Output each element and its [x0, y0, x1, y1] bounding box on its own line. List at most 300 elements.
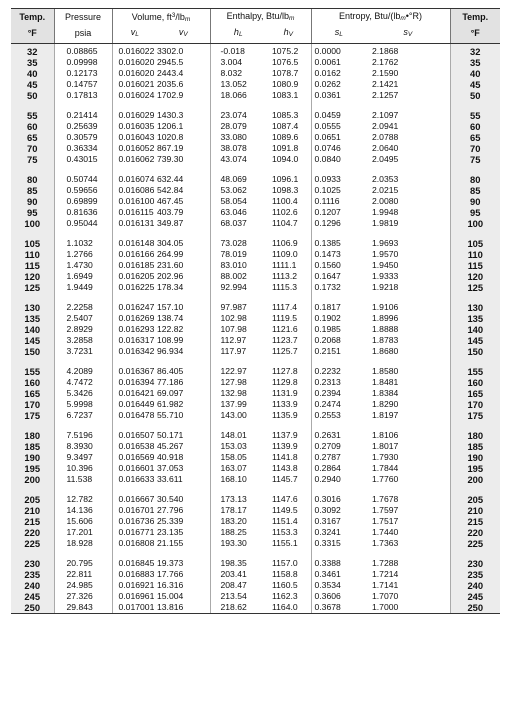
- temp-cell: 135: [11, 313, 54, 324]
- vv-cell: 304.05: [157, 238, 184, 248]
- table-row: [11, 324, 500, 335]
- hl-cell: 88.002: [210, 271, 266, 282]
- temp-cell: 50: [11, 90, 54, 101]
- spacer-cell: [54, 101, 112, 110]
- pressure-cell: 7.5196: [54, 430, 112, 441]
- temp-cell-right: 115: [450, 260, 500, 271]
- sl-cell: 0.2709: [311, 441, 366, 452]
- temp-cell: 100: [11, 218, 54, 229]
- table-row: [11, 110, 500, 121]
- sv-cell: 1.9333: [372, 271, 399, 281]
- hl-cell: 33.080: [210, 132, 266, 143]
- spacer-cell: [366, 485, 450, 494]
- vl-cell: 0.016449: [112, 399, 157, 410]
- hv-cell: 1080.9: [272, 79, 299, 89]
- spacer-cell: [450, 165, 500, 174]
- spacer-cell: [266, 293, 311, 302]
- sv-cell: 1.8197: [372, 410, 399, 420]
- hv-cell: 1129.8: [272, 377, 298, 387]
- spacer-cell: [112, 485, 157, 494]
- vv-cell: 178.34: [157, 282, 184, 292]
- sl-cell: 0.2474: [311, 399, 366, 410]
- table-row: [11, 377, 500, 388]
- table-row: [11, 154, 500, 165]
- hl-cell: 107.98: [210, 324, 266, 335]
- temp-cell: 75: [11, 154, 54, 165]
- temp-cell-right: 235: [450, 569, 500, 580]
- sv-cell: 1.7844: [372, 463, 399, 473]
- spacer-cell: [266, 549, 311, 558]
- hv-cell: 1111.1: [272, 260, 297, 270]
- sv-cell: 2.1257: [372, 90, 399, 100]
- table-row: [11, 452, 500, 463]
- temp-cell-right: 135: [450, 313, 500, 324]
- table-row: [11, 79, 500, 90]
- table-row: [11, 260, 500, 271]
- temp-cell-right: 170: [450, 399, 500, 410]
- pressure-cell: 24.985: [54, 580, 112, 591]
- hl-cell: 63.046: [210, 207, 266, 218]
- vv-cell: 50.171: [157, 430, 184, 440]
- pressure-cell: 29.843: [54, 602, 112, 614]
- temp-cell-right: 195: [450, 463, 500, 474]
- temp-cell-right: 75: [450, 154, 500, 165]
- enthalpy-header: Enthalpy, Btu/$lb_m$: [210, 9, 311, 27]
- temp-cell-right: 190: [450, 452, 500, 463]
- vv-cell: 19.373: [157, 558, 184, 568]
- hv-cell: 1098.3: [272, 185, 299, 195]
- hv-cell: 1155.1: [272, 538, 298, 548]
- sl-header: $s_L$: [311, 26, 366, 44]
- spacer-cell: [366, 165, 450, 174]
- sl-cell: 0.0000: [311, 44, 366, 58]
- sv-cell: 2.1868: [372, 46, 399, 56]
- spacer-cell: [11, 421, 54, 430]
- vl-cell: 0.016024: [112, 90, 157, 101]
- vl-cell: 0.016507: [112, 430, 157, 441]
- hl-cell: 3.004: [210, 57, 266, 68]
- pressure-cell: 0.50744: [54, 174, 112, 185]
- vl-cell: 0.016020: [112, 57, 157, 68]
- vl-cell: 0.016148: [112, 238, 157, 249]
- vv-cell: 632.44: [157, 174, 184, 184]
- temp-cell: 180: [11, 430, 54, 441]
- hv-cell: 1153.3: [272, 527, 298, 537]
- temp-cell-right: 225: [450, 538, 500, 549]
- vv-cell: 15.004: [157, 591, 184, 601]
- pressure-cell: 9.3497: [54, 452, 112, 463]
- hl-cell: 143.00: [210, 410, 266, 421]
- vl-cell: 0.016421: [112, 388, 157, 399]
- hl-cell: 213.54: [210, 591, 266, 602]
- hv-cell: 1104.7: [272, 218, 298, 228]
- table-row: [11, 527, 500, 538]
- spacer-cell: [11, 293, 54, 302]
- hv-cell: 1157.0: [272, 558, 298, 568]
- temp-cell-right: 185: [450, 441, 500, 452]
- temp-cell: 110: [11, 249, 54, 260]
- hv-cell: 1123.7: [272, 335, 298, 345]
- spacer-cell: [366, 357, 450, 366]
- vl-cell: 0.016269: [112, 313, 157, 324]
- vv-cell: 77.186: [157, 377, 184, 387]
- group-spacer: [11, 101, 500, 110]
- spacer-cell: [112, 293, 157, 302]
- temp-cell: 85: [11, 185, 54, 196]
- spacer-cell: [450, 293, 500, 302]
- spacer-cell: [112, 357, 157, 366]
- pressure-cell: 5.3426: [54, 388, 112, 399]
- spacer-cell: [157, 229, 210, 238]
- temp-cell: 55: [11, 110, 54, 121]
- hv-cell: 1109.0: [272, 249, 298, 259]
- temp-cell: 250: [11, 602, 54, 614]
- vv-cell: 349.87: [157, 218, 184, 228]
- sl-cell: 0.3678: [311, 602, 366, 614]
- sl-cell: 0.1902: [311, 313, 366, 324]
- temp-cell-right: 250: [450, 602, 500, 614]
- pressure-cell: 0.59656: [54, 185, 112, 196]
- vl-cell: 0.016020: [112, 68, 157, 79]
- spacer-cell: [54, 165, 112, 174]
- pressure-cell: 2.2258: [54, 302, 112, 313]
- temp-cell-right: 32: [450, 44, 500, 58]
- sv-cell: 1.7440: [372, 527, 399, 537]
- vv-cell: 108.99: [157, 335, 184, 345]
- sl-cell: 0.1296: [311, 218, 366, 229]
- hl-cell: 73.028: [210, 238, 266, 249]
- sv-cell: 1.9570: [372, 249, 399, 259]
- temp-cell-right: 60: [450, 121, 500, 132]
- pressure-cell: 1.2766: [54, 249, 112, 260]
- table-row: [11, 463, 500, 474]
- hv-cell: 1076.5: [272, 57, 299, 67]
- group-spacer: [11, 421, 500, 430]
- table-row: [11, 68, 500, 79]
- hv-cell: 1085.3: [272, 110, 299, 120]
- vv-cell: 739.30: [157, 154, 184, 164]
- vv-cell: 202.96: [157, 271, 184, 281]
- sv-cell: 1.8783: [372, 335, 399, 345]
- table-row: [11, 313, 500, 324]
- spacer-cell: [11, 485, 54, 494]
- pressure-cell: 0.30579: [54, 132, 112, 143]
- volume-header: Volume, $ft^3/lb_m$: [112, 9, 210, 27]
- table-row: [11, 505, 500, 516]
- spacer-cell: [450, 421, 500, 430]
- sl-cell: 0.2864: [311, 463, 366, 474]
- sv-cell: 1.7930: [372, 452, 399, 462]
- hl-cell: 102.98: [210, 313, 266, 324]
- spacer-cell: [210, 165, 266, 174]
- hv-cell: 1117.4: [272, 302, 298, 312]
- table-row: [11, 196, 500, 207]
- temp-cell-right: 230: [450, 558, 500, 569]
- hv-cell: 1113.2: [272, 271, 298, 281]
- hl-cell: 127.98: [210, 377, 266, 388]
- hv-cell: 1091.8: [272, 143, 299, 153]
- hl-cell: 137.99: [210, 399, 266, 410]
- vl-header: $v_L$: [112, 26, 157, 44]
- hl-cell: 13.052: [210, 79, 266, 90]
- hl-header: $h_L$: [210, 26, 266, 44]
- temp-cell: 130: [11, 302, 54, 313]
- vv-cell: 2035.6: [157, 79, 184, 89]
- vl-cell: 0.016808: [112, 538, 157, 549]
- sv-cell: 2.1421: [372, 79, 399, 89]
- hv-cell: 1094.0: [272, 154, 299, 164]
- sl-cell: 0.2940: [311, 474, 366, 485]
- temp-cell: 95: [11, 207, 54, 218]
- pressure-cell: 12.782: [54, 494, 112, 505]
- sv-cell: 1.7070: [372, 591, 399, 601]
- temp-cell-right: 165: [450, 388, 500, 399]
- hl-cell: 43.074: [210, 154, 266, 165]
- spacer-cell: [311, 357, 366, 366]
- hv-cell: 1135.9: [272, 410, 298, 420]
- temp-cell: 65: [11, 132, 54, 143]
- hl-cell: 117.97: [210, 346, 266, 357]
- vv-cell: 25.339: [157, 516, 184, 526]
- hl-cell: 168.10: [210, 474, 266, 485]
- hl-cell: 148.01: [210, 430, 266, 441]
- hv-cell: 1075.2: [272, 46, 299, 56]
- temp-unit: °F: [11, 26, 54, 44]
- table-body: [11, 44, 500, 614]
- hv-cell: 1115.3: [272, 282, 298, 292]
- table-row: [11, 335, 500, 346]
- temp-cell-right: 125: [450, 282, 500, 293]
- pressure-cell: 10.396: [54, 463, 112, 474]
- pressure-unit: psia: [54, 26, 112, 44]
- sv-cell: 1.9948: [372, 207, 399, 217]
- spacer-cell: [157, 165, 210, 174]
- vl-cell: 0.016633: [112, 474, 157, 485]
- temp-cell: 225: [11, 538, 54, 549]
- sv-cell: 1.8680: [372, 346, 399, 356]
- temp-cell-right: 245: [450, 591, 500, 602]
- sl-cell: 0.1985: [311, 324, 366, 335]
- hv-cell: 1089.6: [272, 132, 299, 142]
- vl-cell: 0.016052: [112, 143, 157, 154]
- vl-cell: 0.017001: [112, 602, 157, 614]
- table-row: [11, 474, 500, 485]
- sl-cell: 0.0651: [311, 132, 366, 143]
- temp-cell: 210: [11, 505, 54, 516]
- temp-cell-right: 65: [450, 132, 500, 143]
- table-row: [11, 218, 500, 229]
- spacer-cell: [266, 485, 311, 494]
- spacer-cell: [450, 549, 500, 558]
- sl-cell: 0.0840: [311, 154, 366, 165]
- vl-cell: 0.016293: [112, 324, 157, 335]
- hl-cell: 83.010: [210, 260, 266, 271]
- sl-cell: 0.2553: [311, 410, 366, 421]
- vv-cell: 13.816: [157, 602, 210, 614]
- temp-cell: 230: [11, 558, 54, 569]
- entropy-header: Entropy, Btu/$(lb_m•^\circ R)$: [311, 9, 450, 27]
- vl-cell: 0.016100: [112, 196, 157, 207]
- spacer-cell: [54, 293, 112, 302]
- temp-cell-right: 200: [450, 474, 500, 485]
- vv-cell: 264.99: [157, 249, 184, 259]
- sv-cell: 2.0941: [372, 121, 399, 131]
- table-row: [11, 516, 500, 527]
- pressure-cell: 0.17813: [54, 90, 112, 101]
- pressure-cell: 3.7231: [54, 346, 112, 357]
- vv-cell: 867.19: [157, 143, 184, 153]
- spacer-cell: [112, 229, 157, 238]
- vl-cell: 0.016035: [112, 121, 157, 132]
- vl-cell: 0.016029: [112, 110, 157, 121]
- pressure-cell: 18.928: [54, 538, 112, 549]
- pressure-cell: 3.2858: [54, 335, 112, 346]
- hv-cell: 1149.5: [272, 505, 298, 515]
- hv-cell: 1137.9: [272, 430, 298, 440]
- sv-cell: 2.0640: [372, 143, 399, 153]
- table-row: [11, 591, 500, 602]
- table-row: [11, 602, 500, 614]
- pressure-cell: 20.795: [54, 558, 112, 569]
- vl-cell: 0.016247: [112, 302, 157, 313]
- temp-cell: 32: [11, 44, 54, 58]
- vl-cell: 0.016845: [112, 558, 157, 569]
- hv-cell: 1133.9: [272, 399, 298, 409]
- vl-cell: 0.016883: [112, 569, 157, 580]
- temp-cell-right: 145: [450, 335, 500, 346]
- temp-cell-right: 85: [450, 185, 500, 196]
- hl-cell: 132.98: [210, 388, 266, 399]
- table-row: [11, 282, 500, 293]
- sl-cell: 0.1385: [311, 238, 366, 249]
- sv-cell: 2.0080: [372, 196, 399, 206]
- spacer-cell: [366, 549, 450, 558]
- sv-cell: 1.9819: [372, 218, 399, 228]
- vl-cell: 0.016205: [112, 271, 157, 282]
- group-spacer: [11, 293, 500, 302]
- sv-cell: 1.9218: [372, 282, 399, 292]
- table-row: [11, 271, 500, 282]
- vv-header: $v_V$: [157, 26, 210, 44]
- pressure-cell: 6.7237: [54, 410, 112, 421]
- temp-cell-right: 210: [450, 505, 500, 516]
- pressure-cell: 0.25639: [54, 121, 112, 132]
- hv-cell: 1162.3: [272, 591, 298, 601]
- temp-cell-right: 55: [450, 110, 500, 121]
- spacer-cell: [266, 165, 311, 174]
- vl-cell: 0.016961: [112, 591, 157, 602]
- pressure-cell: 4.7472: [54, 377, 112, 388]
- spacer-cell: [450, 485, 500, 494]
- spacer-cell: [266, 101, 311, 110]
- temp-cell: 195: [11, 463, 54, 474]
- table-row: [11, 44, 500, 58]
- temp-cell: 185: [11, 441, 54, 452]
- hl-cell: 188.25: [210, 527, 266, 538]
- vl-cell: 0.016074: [112, 174, 157, 185]
- spacer-cell: [157, 101, 210, 110]
- table-row: [11, 430, 500, 441]
- vv-cell: 2945.5: [157, 57, 184, 67]
- hv-cell: 1143.8: [272, 463, 298, 473]
- spacer-cell: [11, 549, 54, 558]
- hv-cell: 1127.8: [272, 366, 298, 376]
- vl-cell: 0.016166: [112, 249, 157, 260]
- sv-cell: 1.7363: [372, 538, 399, 548]
- hl-cell: 8.032: [210, 68, 266, 79]
- vv-cell: 69.097: [157, 388, 184, 398]
- temp-header: Temp.: [11, 9, 54, 27]
- sv-cell: 2.1097: [372, 110, 399, 120]
- temp-cell: 90: [11, 196, 54, 207]
- spacer-cell: [366, 293, 450, 302]
- spacer-cell: [311, 229, 366, 238]
- temp-cell: 160: [11, 377, 54, 388]
- sv-cell: 1.8017: [372, 441, 399, 451]
- vl-cell: 0.016478: [112, 410, 157, 421]
- vv-cell: 1020.8: [157, 132, 184, 142]
- temp-cell-right: 110: [450, 249, 500, 260]
- sl-cell: 0.0459: [311, 110, 366, 121]
- spacer-cell: [112, 165, 157, 174]
- sl-cell: 0.1647: [311, 271, 366, 282]
- sv-cell: 1.9106: [372, 302, 399, 312]
- vl-cell: 0.016701: [112, 505, 157, 516]
- sv-cell: 1.7760: [372, 474, 399, 484]
- table-row: [11, 90, 500, 101]
- hl-cell: 78.019: [210, 249, 266, 260]
- temp-cell: 240: [11, 580, 54, 591]
- sl-cell: 0.0555: [311, 121, 366, 132]
- vv-cell: 1702.9: [157, 90, 184, 100]
- hv-cell: 1121.6: [272, 324, 298, 334]
- sv-cell: 1.7597: [372, 505, 399, 515]
- hv-cell: 1087.4: [272, 121, 299, 131]
- hl-cell: 198.35: [210, 558, 266, 569]
- spacer-cell: [157, 485, 210, 494]
- hl-cell: 68.037: [210, 218, 266, 229]
- vl-cell: 0.016921: [112, 580, 157, 591]
- sv-cell: 2.0353: [372, 174, 399, 184]
- hl-cell: 38.078: [210, 143, 266, 154]
- temp-cell: 80: [11, 174, 54, 185]
- table-row: [11, 57, 500, 68]
- hl-cell: 28.079: [210, 121, 266, 132]
- vv-cell: 1430.3: [157, 110, 184, 120]
- vv-cell: 16.316: [157, 580, 184, 590]
- hl-cell: 58.054: [210, 196, 266, 207]
- hv-cell: 1160.5: [272, 580, 298, 590]
- temp-cell-right: 50: [450, 90, 500, 101]
- sv-cell: 1.8481: [372, 377, 399, 387]
- spacer-cell: [450, 357, 500, 366]
- temp-cell: 35: [11, 57, 54, 68]
- temp-cell-right: 150: [450, 346, 500, 357]
- temp-cell: 60: [11, 121, 54, 132]
- vv-cell: 37.053: [157, 463, 184, 473]
- vv-cell: 23.135: [157, 527, 184, 537]
- vv-cell: 1206.1: [157, 121, 184, 131]
- hl-cell: -0.018: [210, 44, 266, 58]
- temp-cell: 245: [11, 591, 54, 602]
- hl-cell: 53.062: [210, 185, 266, 196]
- vl-cell: 0.016367: [112, 366, 157, 377]
- vv-cell: 467.45: [157, 196, 184, 206]
- vv-cell: 138.74: [157, 313, 184, 323]
- hv-cell: 1141.8: [272, 452, 298, 462]
- temp-cell-right: 70: [450, 143, 500, 154]
- pressure-cell: 17.201: [54, 527, 112, 538]
